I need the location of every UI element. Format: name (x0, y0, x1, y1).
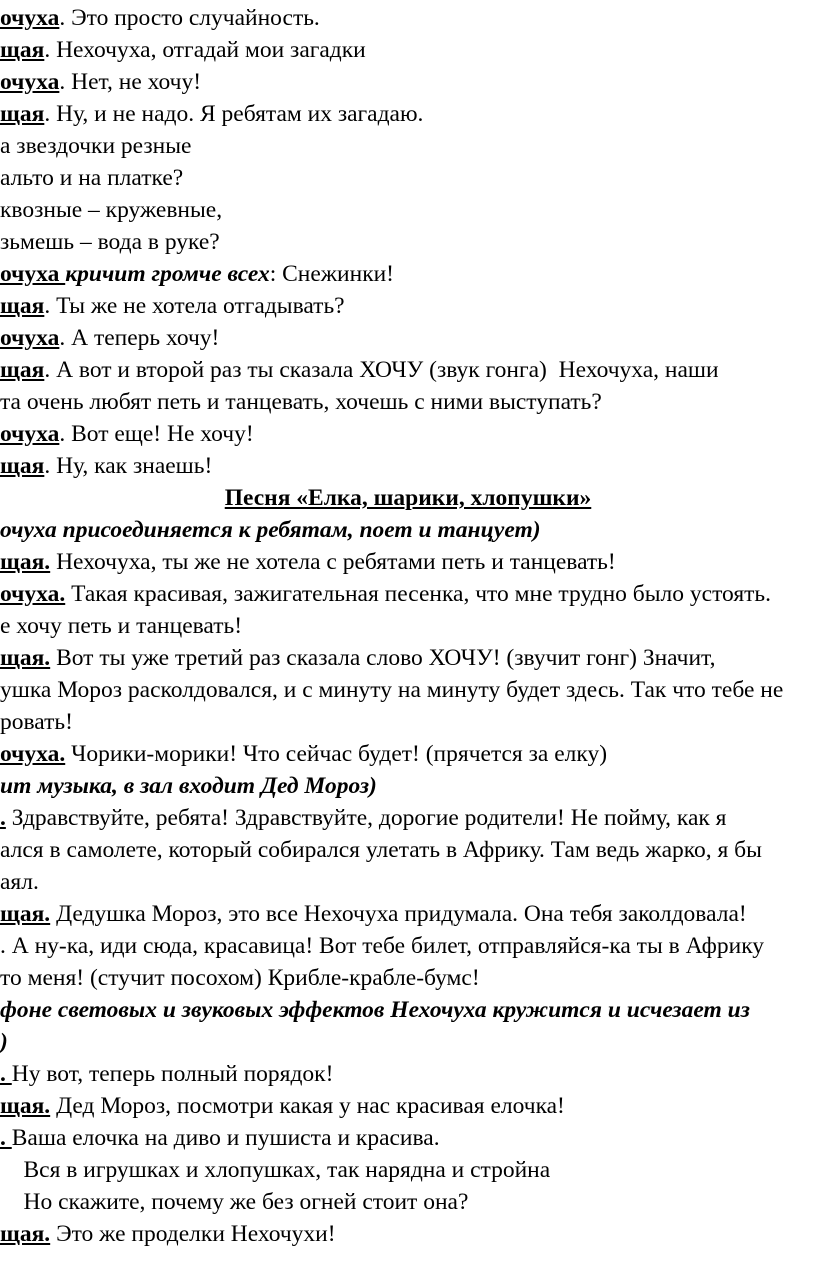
text-line (0, 292, 816, 320)
text-line (0, 228, 816, 256)
line-text: Это же проделки Нехочухи! (50, 1221, 336, 1247)
line-text: . А вот и второй раз ты сказала ХОЧУ (звук гонга) Нехочуха, наши (44, 357, 719, 383)
text-line (0, 900, 816, 928)
text-line (0, 932, 816, 960)
stage-direction: ) (0, 1029, 8, 1055)
text-line (0, 36, 816, 64)
line-text: . Вот еще! Не хочу! (59, 421, 254, 447)
text-line (0, 100, 816, 128)
line-text: Ну вот, теперь полный порядок! (11, 1061, 334, 1087)
text-line (0, 452, 816, 480)
line-text: Нехочуха, ты же не хотела с ребятами петь и танцевать! (50, 549, 616, 575)
speaker-name: . (0, 1125, 12, 1151)
speaker-name: щая (0, 357, 45, 383)
text-line (0, 1092, 816, 1120)
text-line (0, 740, 816, 768)
text-line (0, 548, 816, 576)
text-line (0, 1124, 816, 1152)
speaker-name: щая. (0, 645, 51, 671)
song-title-line (0, 484, 816, 512)
speaker-name: щая (0, 293, 45, 319)
speaker-name: щая. (0, 549, 51, 575)
stage-direction: кричит громче всех (65, 261, 270, 287)
text-line (0, 132, 816, 160)
line-text: а звездочки резные (0, 133, 192, 159)
line-text: Вот ты уже третий раз сказала слово ХОЧУ! (звучит гонг) Значит, (50, 645, 716, 671)
speaker-name: щая (0, 101, 45, 127)
text-line (0, 196, 816, 224)
text-line (0, 1060, 816, 1088)
line-text: ался в самолете, который собирался улетать в Африку. Там ведь жарко, я бы (0, 837, 762, 863)
line-text: альто и на платке? (0, 165, 184, 191)
line-text: : Снежинки! (269, 261, 395, 287)
line-text: . Нет, не хочу! (59, 69, 202, 95)
line-text: . Ты же не хотела отгадывать? (44, 293, 345, 319)
line-text: . А теперь хочу! (59, 325, 220, 351)
line-text: е хочу петь и танцевать! (0, 613, 243, 639)
line-text: ушка Мороз расколдовался, и с минуту на минуту будет здесь. Так что тебе не (0, 677, 784, 703)
speaker-name: щая. (0, 1221, 51, 1247)
speaker-name: очуха. (0, 741, 66, 767)
line-text: зьмешь – вода в руке? (0, 229, 220, 255)
text-line (0, 580, 816, 608)
line-text: . Нехочуха, отгадай мои загадки (44, 37, 366, 63)
text-line (0, 420, 816, 448)
stage-direction: фоне световых и звуковых эффектов Нехочуха кружится и исчезает из (0, 997, 750, 1023)
text-line (0, 644, 816, 672)
line-text: то меня! (стучит посохом) Крибле-крабле-бумс! (0, 965, 480, 991)
speaker-name: очуха (0, 421, 60, 447)
text-line (0, 612, 816, 640)
text-line (0, 1188, 816, 1216)
song-title: Песня «Елка, шарики, хлопушки» (224, 485, 592, 511)
line-text: Чорики-морики! Что сейчас будет! (прячется за елку) (65, 741, 608, 767)
text-line (0, 868, 816, 896)
text-line (0, 1028, 816, 1056)
text-line (0, 356, 816, 384)
line-text: . Ну, как знаешь! (44, 453, 213, 479)
line-text: квозные – кружевные, (0, 197, 223, 223)
speaker-name: щая (0, 37, 45, 63)
speaker-name: щая (0, 453, 45, 479)
line-text: Дед Мороз, посмотри какая у нас красивая елочка! (50, 1093, 565, 1119)
line-text: Но скажите, почему же без огней стоит она? (0, 1189, 469, 1215)
text-line (0, 708, 816, 736)
speaker-name: . (0, 805, 6, 831)
line-text: та очень любят петь и танцевать, хочешь с ними выступать? (0, 389, 602, 415)
speaker-name: щая. (0, 1093, 51, 1119)
line-text: Ваша елочка на диво и пушиста и красива. (11, 1125, 440, 1151)
text-line (0, 804, 816, 832)
text-line (0, 68, 816, 96)
speaker-name: щая. (0, 901, 51, 927)
text-line (0, 996, 816, 1024)
line-text: Такая красивая, зажигательная песенка, что мне трудно было устоять. (65, 581, 772, 607)
text-line (0, 324, 816, 352)
stage-direction: ит музыка, в зал входит Дед Мороз) (0, 773, 377, 799)
text-line (0, 836, 816, 864)
text-line (0, 1220, 816, 1248)
speaker-name: очуха (0, 261, 66, 287)
text-line (0, 260, 816, 288)
speaker-name: очуха (0, 5, 60, 31)
speaker-name: очуха (0, 325, 60, 351)
text-line (0, 1156, 816, 1184)
line-text: Дедушка Мороз, это все Нехочуха придумала. Она тебя заколдовала! (50, 901, 747, 927)
speaker-name: . (0, 1061, 12, 1087)
text-line (0, 772, 816, 800)
line-text: Здравствуйте, ребята! Здравствуйте, дорогие родители! Не пойму, как я (5, 805, 727, 831)
line-text: Вся в игрушках и хлопушках, так нарядна и стройна (0, 1157, 551, 1183)
line-text: аял. (0, 869, 39, 895)
text-line (0, 4, 816, 32)
speaker-name: очуха (0, 69, 60, 95)
line-text: ровать! (0, 709, 73, 735)
stage-direction: очуха присоединяется к ребятам, поет и танцует) (0, 517, 541, 543)
text-line (0, 164, 816, 192)
text-line (0, 676, 816, 704)
text-line (0, 388, 816, 416)
line-text: . Ну, и не надо. Я ребятам их загадаю. (44, 101, 424, 127)
speaker-name: очуха. (0, 581, 66, 607)
text-line (0, 964, 816, 992)
line-text: . А ну-ка, иди сюда, красавица! Вот тебе билет, отправляйся-ка ты в Африку (0, 933, 765, 959)
line-text: . Это просто случайность. (59, 5, 320, 31)
text-line (0, 516, 816, 544)
